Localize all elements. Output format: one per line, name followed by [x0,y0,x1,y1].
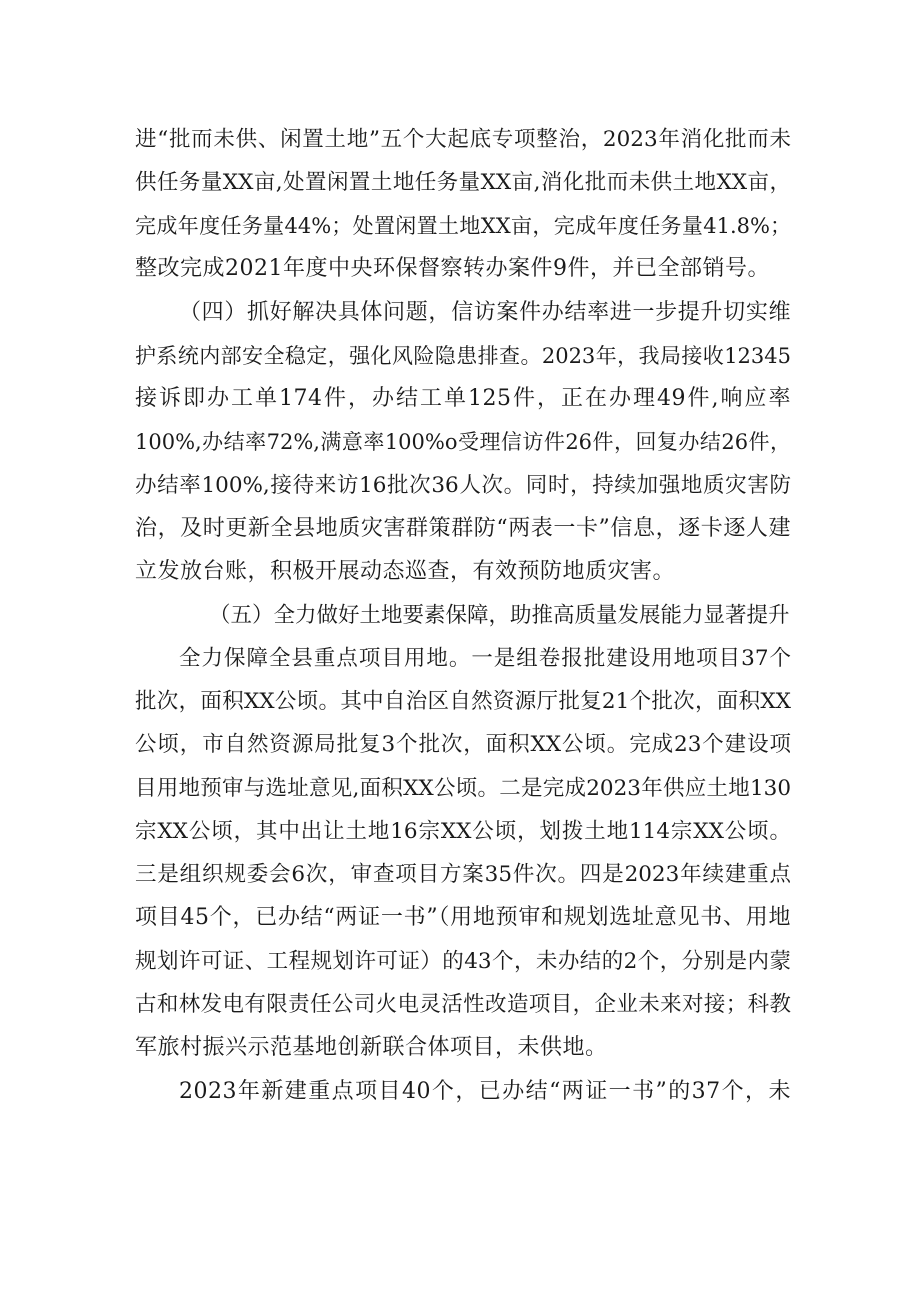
paragraph-line: 宗XX公顷，其中出让土地16宗XX公顷，划拨土地114宗XX公顷。 [135,819,791,844]
paragraph-line: 进“批而未供、闲置土地”五个大起底专项整治，2023年消化批而未 [135,127,791,152]
paragraph-line: 立发放台账，积极开展动态巡查，有效预防地质灾害。 [135,559,676,584]
paragraph-line: 三是组织规委会6次，审查项目方案35件次。四是2023年续建重点 [135,862,791,887]
paragraph-line: 整改完成2021年度中央环保督察转办案件9件，并已全部销号。 [135,256,770,281]
paragraph-line: 项目45个，已办结“两证一书”（用地预审和规划选址意见书、用地 [135,905,791,930]
section-5-heading: （五）全力做好土地要素保障，助推高质量发展能力显著提升 [209,603,790,628]
paragraph-line: 规划许可证、工程规划许可证）的43个，未办结的2个，分别是内蒙 [135,949,791,974]
paragraph-line: 完成年度任务量44%；处置闲置土地XX亩，完成年度任务量41.8%； [135,214,791,238]
paragraph-line: 军旅村振兴示范基地创新联合体项目，未供地。 [135,1035,608,1060]
section-4-first-line: （四）抓好解决具体问题，信访案件办结率进一步提升切实维 [179,300,791,325]
paragraph-line: 2023年新建重点项目40个，已办结“两证一书”的37个，未 [179,1079,791,1104]
paragraph-line: 全力保障全县重点项目用地。一是组卷报批建设用地项目37个 [179,646,791,671]
paragraph-line: 目用地预审与选址意见,面积XX公顷。二是完成2023年供应土地130 [135,776,791,801]
paragraph-line: 供任务量XX亩,处置闲置土地任务量XX亩,消化批而未供土地XX亩， [135,170,791,195]
paragraph-line: 100%,办结率72%,满意率100%o受理信访件26件，回复办结26件， [135,430,791,454]
paragraph-line: 公顷，市自然资源局批复3个批次，面积XX公顷。完成23个建设项 [135,732,791,757]
paragraph-line: 办结率100%,接待来访16批次36人次。同时，持续加强地质灾害防 [135,473,791,498]
paragraph-line: 接诉即办工单174件，办结工单125件，正在办理49件,响应率 [135,386,791,411]
paragraph-line: 批次，面积XX公顷。其中自治区自然资源厅批复21个批次，面积XX [135,689,791,714]
paragraph-line: 治，及时更新全县地质灾害群策群防“两表一卡”信息，逐卡逐人建 [135,516,791,541]
paragraph-line: 古和林发电有限责任公司火电灵活性改造项目，企业未来对接；科教 [135,992,791,1017]
paragraph-line: 护系统内部安全稳定，强化风险隐患排查。2023年，我局接收12345 [135,344,791,368]
